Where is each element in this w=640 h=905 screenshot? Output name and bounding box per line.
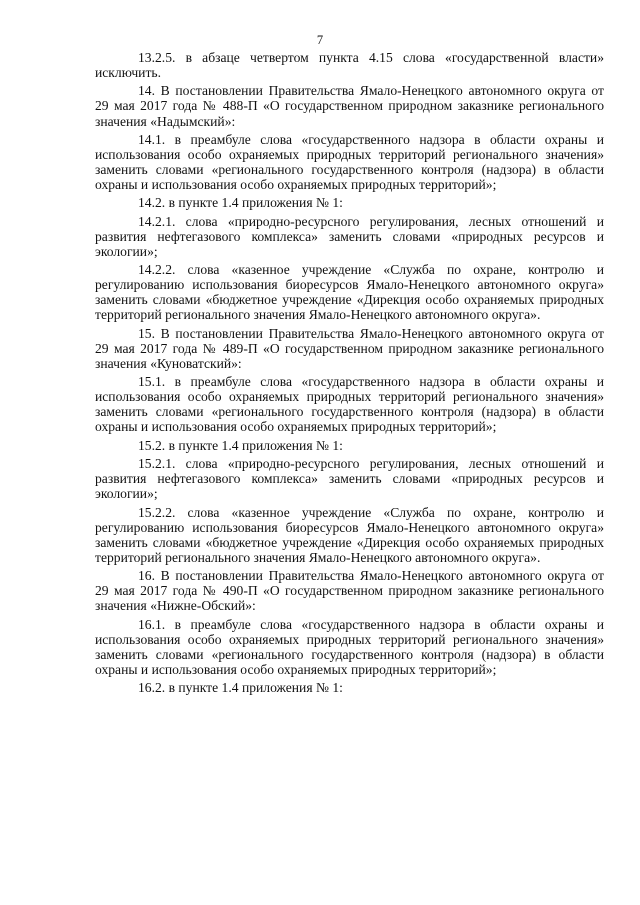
paragraph-14-2: 14.2. в пункте 1.4 приложения № 1: (138, 195, 343, 211)
paragraph-15: 15. В постановлении Правительства Ямало-Ненецкого автономного округа от 29 мая 2017 года № 489-П «О государственном природном заказнике регионального значения «Куноватский»: (95, 325, 604, 371)
paragraph-15-2: 15.2. в пункте 1.4 приложения № 1: (138, 437, 343, 453)
document-body (95, 50, 604, 698)
paragraph-15-2-1: 15.2.1. слова «природно-ресурсного регулирования, лесных отношений и развития нефтегазового комплекса» заменить словами «природных ресурсов и экологии»; (95, 456, 604, 502)
paragraph-15-1: 15.1. в преамбуле слова «государственного надзора в области охраны и использования особо охраняемых природных территорий регионального значения» заменить словами «регионального государственного контроля (надзора) в области охраны и использования особо охраняемых природных территорий»; (95, 374, 604, 435)
paragraph-14-2-2: 14.2.2. слова «казенное учреждение «Служба по охране, контролю и регулированию использования биоресурсов Ямало-Ненецкого автономного округа» заменить словами «бюджетное учреждение «Дирекция особо охраняемых природных территорий регионального значения Ямало-Ненецкого автономного округа». (95, 262, 604, 323)
page-number: 7 (316, 33, 324, 47)
paragraph-16-1: 16.1. в преамбуле слова «государственного надзора в области охраны и использования особо охраняемых природных территорий регионального значения» заменить словами «регионального государственного контроля (надзора) в области охраны и использования особо охраняемых природных территорий»; (95, 616, 604, 677)
paragraph-16-2: 16.2. в пункте 1.4 приложения № 1: (138, 680, 343, 696)
paragraph-13-2-5: 13.2.5. в абзаце четвертом пункта 4.15 слова «государственной власти» исключить. (95, 50, 604, 81)
paragraph-16: 16. В постановлении Правительства Ямало-Ненецкого автономного округа от 29 мая 2017 года № 490-П «О государственном природном заказнике регионального значения «Нижне-Обский»: (95, 568, 604, 614)
paragraph-14: 14. В постановлении Правительства Ямало-Ненецкого автономного округа от 29 мая 2017 года № 488-П «О государственном природном заказнике регионального значения «Надымский»: (95, 83, 604, 129)
paragraph-15-2-2: 15.2.2. слова «казенное учреждение «Служба по охране, контролю и регулированию использования биоресурсов Ямало-Ненецкого автономного округа» заменить словами «бюджетное учреждение «Дирекция особо охраняемых природных территорий регионального значения Ямало-Ненецкого автономного округа». (95, 504, 604, 565)
paragraph-14-2-1: 14.2.1. слова «природно-ресурсного регулирования, лесных отношений и развития нефтегазового комплекса» заменить словами «природных ресурсов и экологии»; (95, 213, 604, 259)
paragraph-14-1: 14.1. в преамбуле слова «государственного надзора в области охраны и использования особо охраняемых природных территорий регионального значения» заменить словами «регионального государственного контроля (надзора) в области охраны и использования особо охраняемых природных территорий»; (95, 131, 604, 193)
